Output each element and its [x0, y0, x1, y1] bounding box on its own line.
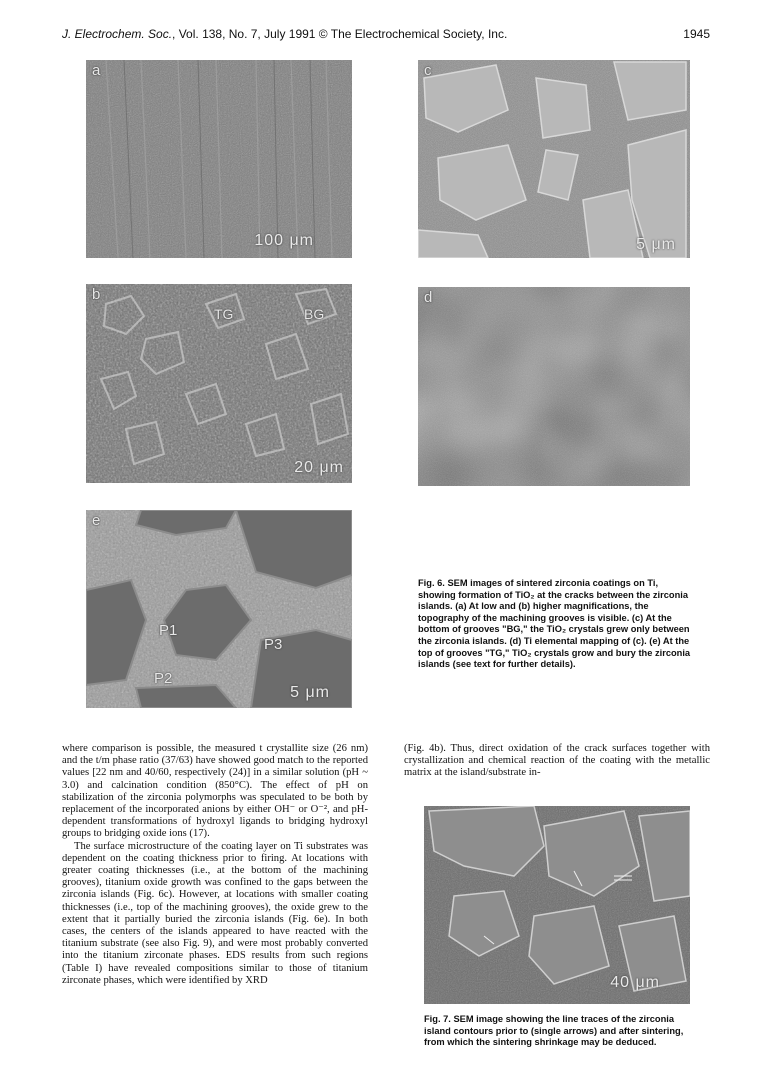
- scale-bar-e: 5 μm: [290, 684, 330, 701]
- body-column-right: [404, 743, 710, 780]
- body-column-left: [62, 743, 368, 987]
- sem-image-e: [86, 510, 352, 708]
- fig6-panel-e: [86, 510, 352, 708]
- citation-details: , Vol. 138, No. 7, July 1991 © The Electrochemical Society, Inc.: [172, 27, 508, 41]
- sem-image-d: [418, 287, 690, 486]
- fig7-caption: Fig. 7. SEM image showing the line traces of the zirconia island contours prior to (single arrows) and after sintering, from which the sintering shrinkage may be deduced.: [424, 1014, 684, 1048]
- scale-bar-b: 20 μm: [294, 459, 344, 476]
- sem-image-c: [418, 60, 690, 258]
- panel-label-d: d: [424, 289, 433, 306]
- scale-bar-c: 5 μm: [636, 236, 676, 253]
- annotation-p1: P1: [159, 622, 178, 639]
- panel-label-b: b: [92, 286, 101, 303]
- scale-bar-a: 100 μm: [254, 232, 314, 249]
- annotation-p2: P2: [154, 670, 173, 687]
- journal-citation: [62, 27, 507, 41]
- body-paragraph: The surface microstructure of the coating layer on Ti substrates was dependent on the coating thickness prior to firing. At locations with greater coating thicknesses (i.e., at the bottom of the machining grooves), titanium oxide growth was confined to the gaps between the zirconia islands (Fig. 6c). However, at locations with smaller coating thicknesses (i.e., top of the machining grooves), the oxide grew to the extent that it partially buried the zirconia islands (Fig. 6e). In both cases, the centers of the islands appeared to have reacted with the titanium substrate (see also Fig. 9), and were most probably converted into the titanium zirconate phases. EDS results from such regions (Table I) have revealed compositions similar to those of titanium zirconate phases, which were identified by XRD: [62, 840, 368, 986]
- sem-image-a: [86, 60, 352, 258]
- annotation-bg: BG: [304, 306, 325, 322]
- panel-label-a: a: [92, 62, 101, 79]
- fig7-image: [424, 806, 690, 1004]
- fig6-panel-c: [418, 60, 690, 258]
- annotation-tg: TG: [214, 306, 234, 322]
- body-paragraph: (Fig. 4b). Thus, direct oxidation of the crack surfaces together with crystallization and chemical reaction of the coating with the metallic matrix at the island/substrate in-: [404, 743, 710, 779]
- panel-label-c: c: [424, 62, 432, 79]
- fig7-scale-bar: 40 μm: [610, 974, 660, 991]
- fig6-panel-d: [418, 287, 690, 486]
- annotation-p3: P3: [264, 636, 283, 653]
- fig6-caption: Fig. 6. SEM images of sintered zirconia coatings on Ti, showing formation of TiO₂ at the cracks between the zirconia islands. (a) At low and (b) higher magnifications, the topography of the machining grooves is visible. (c) At the bottom of grooves "BG," the TiO₂ crystals grew only between the zirconia islands. (d) Ti elemental mapping of (c). (e) At the top of grooves "TG," TiO₂ crystals grow and bury the zirconia islands (see text for further details).: [418, 578, 691, 670]
- fig6-panel-b: [86, 284, 352, 483]
- fig6-panel-a: [86, 60, 352, 258]
- body-paragraph: where comparison is possible, the measured t crystallite size (26 nm) and the t/m phase ratio (37/63) have showed good match to the reported values [22 nm and 40/60, respectively (24)] in a similar solution (pH ~ 3.0) and calcination condition (850°C). The effect of pH on stabilization of the zirconia polymorphs was speculated to be both by replacement of the incorporated anions by either OH⁻ or O⁻², and pH-dependent transformations of hydroxyl ligands to bridging hydroxyl groups to bridging oxide ions (17).: [62, 743, 368, 840]
- panel-label-e: e: [92, 512, 101, 529]
- running-header: [62, 27, 710, 43]
- page-number: 1945: [683, 27, 710, 41]
- journal-name: J. Electrochem. Soc.: [62, 27, 173, 41]
